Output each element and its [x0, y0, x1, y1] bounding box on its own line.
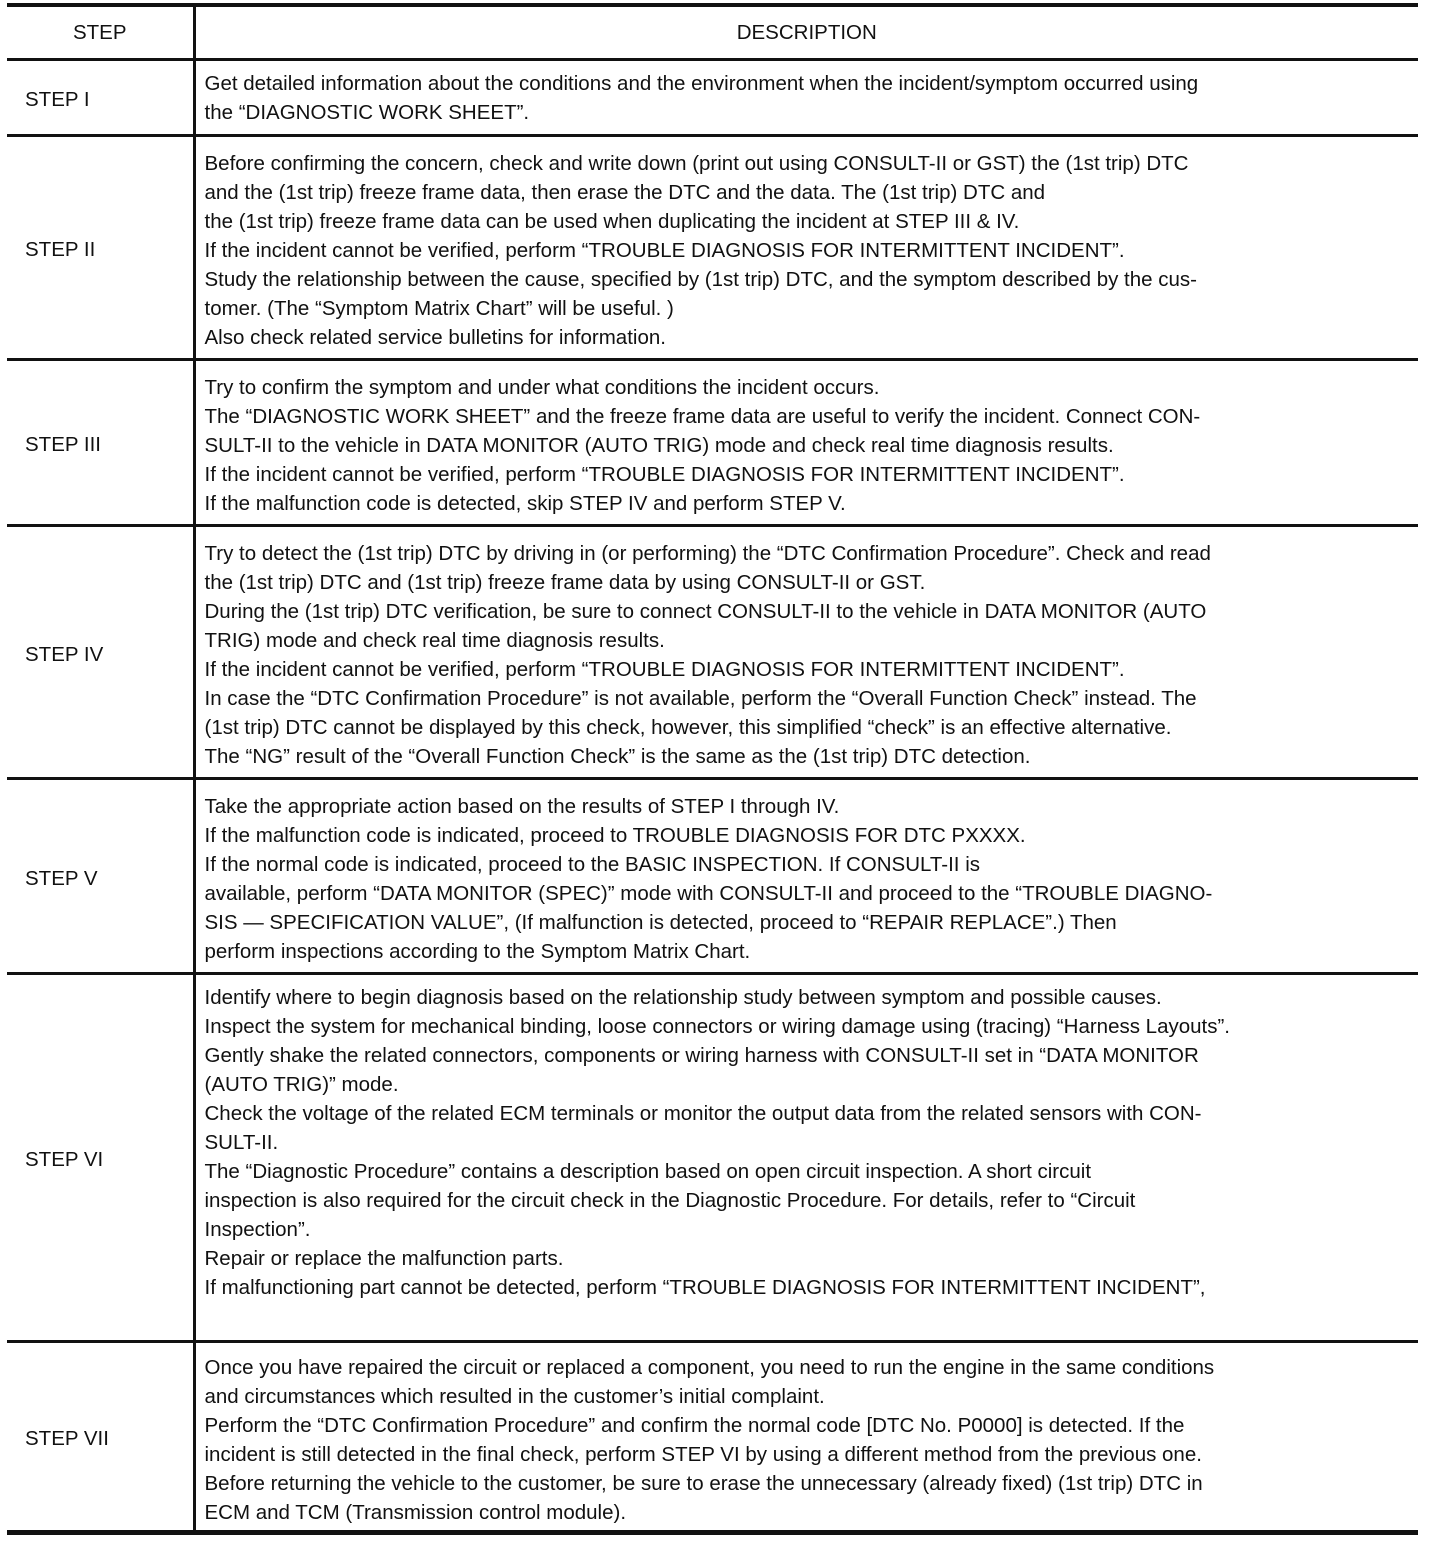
- description-line: SULT-II to the vehicle in DATA MONITOR (AUTO TRIG) mode and check real time diagnosis results.: [204, 434, 1114, 457]
- step-description: [194, 1342, 1418, 1533]
- description-line: Identify where to begin diagnosis based on the relationship study between symptom and possible causes.: [204, 986, 1162, 1009]
- step-description: [194, 360, 1418, 526]
- step-label: STEP III: [7, 360, 194, 526]
- description-line: tomer. (The “Symptom Matrix Chart” will be useful. ): [204, 297, 674, 320]
- header-description: DESCRIPTION: [194, 5, 1418, 60]
- step-label: STEP VII: [7, 1342, 194, 1533]
- description-line: incident is still detected in the final check, perform STEP VI by using a different method from the previous one.: [204, 1442, 1202, 1466]
- step-label: STEP I: [7, 60, 194, 136]
- table-row: [7, 60, 1418, 136]
- step-description: [194, 974, 1418, 1342]
- table-row: [7, 136, 1418, 360]
- table-row: [7, 526, 1418, 779]
- description-line: SULT-II.: [204, 1131, 279, 1154]
- description-line: the (1st trip) freeze frame data can be used when duplicating the incident at STEP III & IV.: [204, 210, 1020, 233]
- header-step: STEP: [7, 5, 194, 60]
- description-line: (1st trip) DTC cannot be displayed by this check, however, this simplified “check” is an effective alternative.: [204, 716, 1172, 739]
- description-line: The “Diagnostic Procedure” contains a description based on open circuit inspection. A short circuit: [204, 1160, 1092, 1183]
- description-line: Before returning the vehicle to the customer, be sure to erase the unnecessary (already fixed) (1st trip) DTC in: [204, 1471, 1203, 1495]
- table-row: [7, 779, 1418, 974]
- description-line: perform inspections according to the Symptom Matrix Chart.: [204, 940, 751, 963]
- description-line: Once you have repaired the circuit or replaced a component, you need to run the engine in the same conditions: [204, 1355, 1215, 1379]
- step-label: STEP IV: [7, 526, 194, 779]
- description-line: Take the appropriate action based on the results of STEP I through IV.: [204, 795, 840, 818]
- description-line: If the incident cannot be verified, perform “TROUBLE DIAGNOSIS FOR INTERMITTENT INCIDENT”.: [204, 463, 1125, 486]
- step-description: [194, 60, 1418, 136]
- table-body: [7, 60, 1418, 1533]
- diagnostic-steps-table: [7, 3, 1418, 1535]
- description-line: Get detailed information about the conditions and the environment when the incident/symptom occurred using: [204, 71, 1199, 95]
- step-label: STEP II: [7, 136, 194, 360]
- description-line: Perform the “DTC Confirmation Procedure” and confirm the normal code [DTC No. P0000] is detected. If the: [204, 1413, 1185, 1437]
- description-line: Also check related service bulletins for information.: [204, 326, 666, 349]
- header-row: [7, 5, 1418, 60]
- description-line: and circumstances which resulted in the customer’s initial complaint.: [204, 1384, 825, 1408]
- description-line: the (1st trip) DTC and (1st trip) freeze frame data by using CONSULT-II or GST.: [204, 571, 926, 594]
- description-line: If the malfunction code is indicated, proceed to TROUBLE DIAGNOSIS FOR DTC PXXXX.: [204, 824, 1026, 847]
- description-line: The “DIAGNOSTIC WORK SHEET” and the freeze frame data are useful to verify the incident. Connect CON-: [204, 405, 1201, 428]
- description-line: Before confirming the concern, check and write down (print out using CONSULT-II or GST) the (1st trip) DTC: [204, 152, 1189, 175]
- description-line: Repair or replace the malfunction parts.: [204, 1247, 564, 1270]
- step-description: [194, 779, 1418, 974]
- description-line: the “DIAGNOSTIC WORK SHEET”.: [204, 100, 530, 124]
- description-line: Try to detect the (1st trip) DTC by driving in (or performing) the “DTC Confirmation Procedure”. Check and read: [204, 542, 1211, 565]
- description-line: If the incident cannot be verified, perform “TROUBLE DIAGNOSIS FOR INTERMITTENT INCIDENT”.: [204, 658, 1125, 681]
- description-line: (AUTO TRIG)” mode.: [204, 1073, 399, 1096]
- description-line: and the (1st trip) freeze frame data, then erase the DTC and the data. The (1st trip) DTC and: [204, 181, 1046, 204]
- description-line: Gently shake the related connectors, components or wiring harness with CONSULT-II set in “DATA MONITOR: [204, 1044, 1199, 1067]
- description-line: inspection is also required for the circuit check in the Diagnostic Procedure. For details, refer to “Circuit: [204, 1189, 1136, 1212]
- description-line: In case the “DTC Confirmation Procedure” is not available, perform the “Overall Function Check” instead. The: [204, 687, 1197, 710]
- description-line: Check the voltage of the related ECM terminals or monitor the output data from the related sensors with CON-: [204, 1102, 1202, 1125]
- description-line: If the incident cannot be verified, perform “TROUBLE DIAGNOSIS FOR INTERMITTENT INCIDENT”.: [204, 239, 1125, 262]
- description-line: If the malfunction code is detected, skip STEP IV and perform STEP V.: [204, 492, 846, 515]
- description-line: During the (1st trip) DTC verification, be sure to connect CONSULT-II to the vehicle in DATA MONITOR (AUTO: [204, 600, 1207, 623]
- description-line: TRIG) mode and check real time diagnosis results.: [204, 629, 665, 652]
- description-line: If the normal code is indicated, proceed to the BASIC INSPECTION. If CONSULT-II is: [204, 853, 981, 876]
- step-description: [194, 136, 1418, 360]
- table-row: [7, 1342, 1418, 1533]
- step-label: STEP V: [7, 779, 194, 974]
- description-line: ECM and TCM (Transmission control module).: [204, 1500, 627, 1524]
- step-description: [194, 526, 1418, 779]
- description-line: Inspection”.: [204, 1218, 311, 1241]
- description-line: If malfunctioning part cannot be detected, perform “TROUBLE DIAGNOSIS FOR INTERMITTENT INCIDENT”,: [204, 1276, 1206, 1299]
- step-label: STEP VI: [7, 974, 194, 1342]
- description-line: Inspect the system for mechanical binding, loose connectors or wiring damage using (tracing) “Harness Layouts”.: [204, 1015, 1230, 1038]
- description-line: SIS — SPECIFICATION VALUE”, (If malfunction is detected, proceed to “REPAIR REPLACE”.) Then: [204, 911, 1117, 934]
- table-row: [7, 360, 1418, 526]
- description-line: The “NG” result of the “Overall Function Check” is the same as the (1st trip) DTC detection.: [204, 745, 1031, 768]
- diagnostic-steps-document: [7, 3, 1418, 1535]
- table-row: [7, 974, 1418, 1342]
- description-line: Try to confirm the symptom and under what conditions the incident occurs.: [204, 376, 880, 399]
- description-line: Study the relationship between the cause, specified by (1st trip) DTC, and the symptom described by the cus-: [204, 268, 1197, 291]
- description-line: available, perform “DATA MONITOR (SPEC)” mode with CONSULT-II and proceed to the “TROUBLE DIAGNO-: [204, 882, 1213, 905]
